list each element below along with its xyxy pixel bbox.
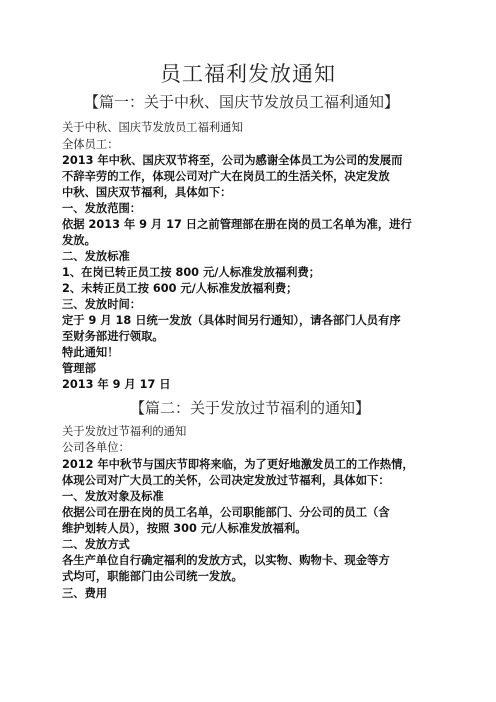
s2-line-3: 2012 年中秋节与国庆节即将来临，为了更好地激发员工的工作热情， — [62, 458, 414, 471]
s2-line-8: 二、发放方式 — [62, 538, 130, 551]
s1-line-5: 中秋、国庆双节福利，具体如下： — [62, 186, 232, 199]
s1-line-15: 特此通知！ — [62, 346, 119, 359]
s2-line-5: 一、发放对象及标准 — [62, 490, 164, 503]
s1-line-2: 全体员工： — [62, 138, 119, 151]
s2-line-7: 维护划转人员），按照 300 元/人标准发放福利。 — [62, 522, 307, 535]
section-2-heading: 【篇二：关于发放过节福利的通知】 — [130, 399, 371, 417]
s1-line-14: 至财务部进行领取。 — [62, 330, 164, 343]
s1-line-3: 2013 年中秋、国庆双节将至，公司为感谢全体员工为公司的发展而 — [62, 154, 403, 167]
s1-line-12: 三、发放时间： — [62, 298, 142, 311]
s2-line-9: 各生产单位自行确定福利的发放方式，以实物、购物卡、现金等方 — [62, 554, 390, 567]
s1-line-11: 2、未转正员工按 600 元/人标准发放福利费； — [62, 282, 298, 295]
s1-line-6: 一、发放范围： — [62, 202, 142, 215]
s1-line-8: 发放。 — [62, 234, 96, 247]
s2-line-2: 公司各单位： — [62, 441, 130, 454]
s1-line-7: 依据 2013 年 9 月 17 日之前管理部在册在岗的员工名单为准，进行 — [62, 218, 412, 231]
s1-line-9: 二、发放标准 — [62, 250, 130, 263]
s2-line-10: 式均可，职能部门由公司统一发放。 — [62, 570, 243, 583]
s1-line-1: 关于中秋、国庆节发放员工福利通知 — [62, 121, 243, 134]
s1-line-16: 管理部 — [62, 362, 96, 375]
s2-line-6: 依据公司在册在岗的员工名单，公司职能部门、分公司的员工（含 — [62, 506, 390, 519]
s2-line-4: 体现公司对广大员工的关怀，公司决定发放过节福利，具体如下： — [62, 474, 390, 487]
section-1-heading: 【篇一：关于中秋、国庆节发放员工福利通知】 — [84, 93, 400, 111]
s1-line-4: 不辞辛劳的工作，体现公司对广大在岗员工的生活关怀，决定发放 — [62, 170, 390, 183]
s1-line-10: 1、在岗已转正员工按 800 元/人标准发放福利费； — [62, 266, 321, 279]
s2-line-11: 三、费用 — [62, 587, 108, 600]
s2-line-1: 关于发放过节福利的通知 — [62, 425, 187, 438]
s1-line-17: 2013 年 9 月 17 日 — [62, 378, 171, 391]
document-title: 员工福利发放通知 — [160, 62, 336, 86]
s1-line-13: 定于 9 月 18 日统一发放（具体时间另行通知），请各部门人员有序 — [62, 314, 401, 327]
